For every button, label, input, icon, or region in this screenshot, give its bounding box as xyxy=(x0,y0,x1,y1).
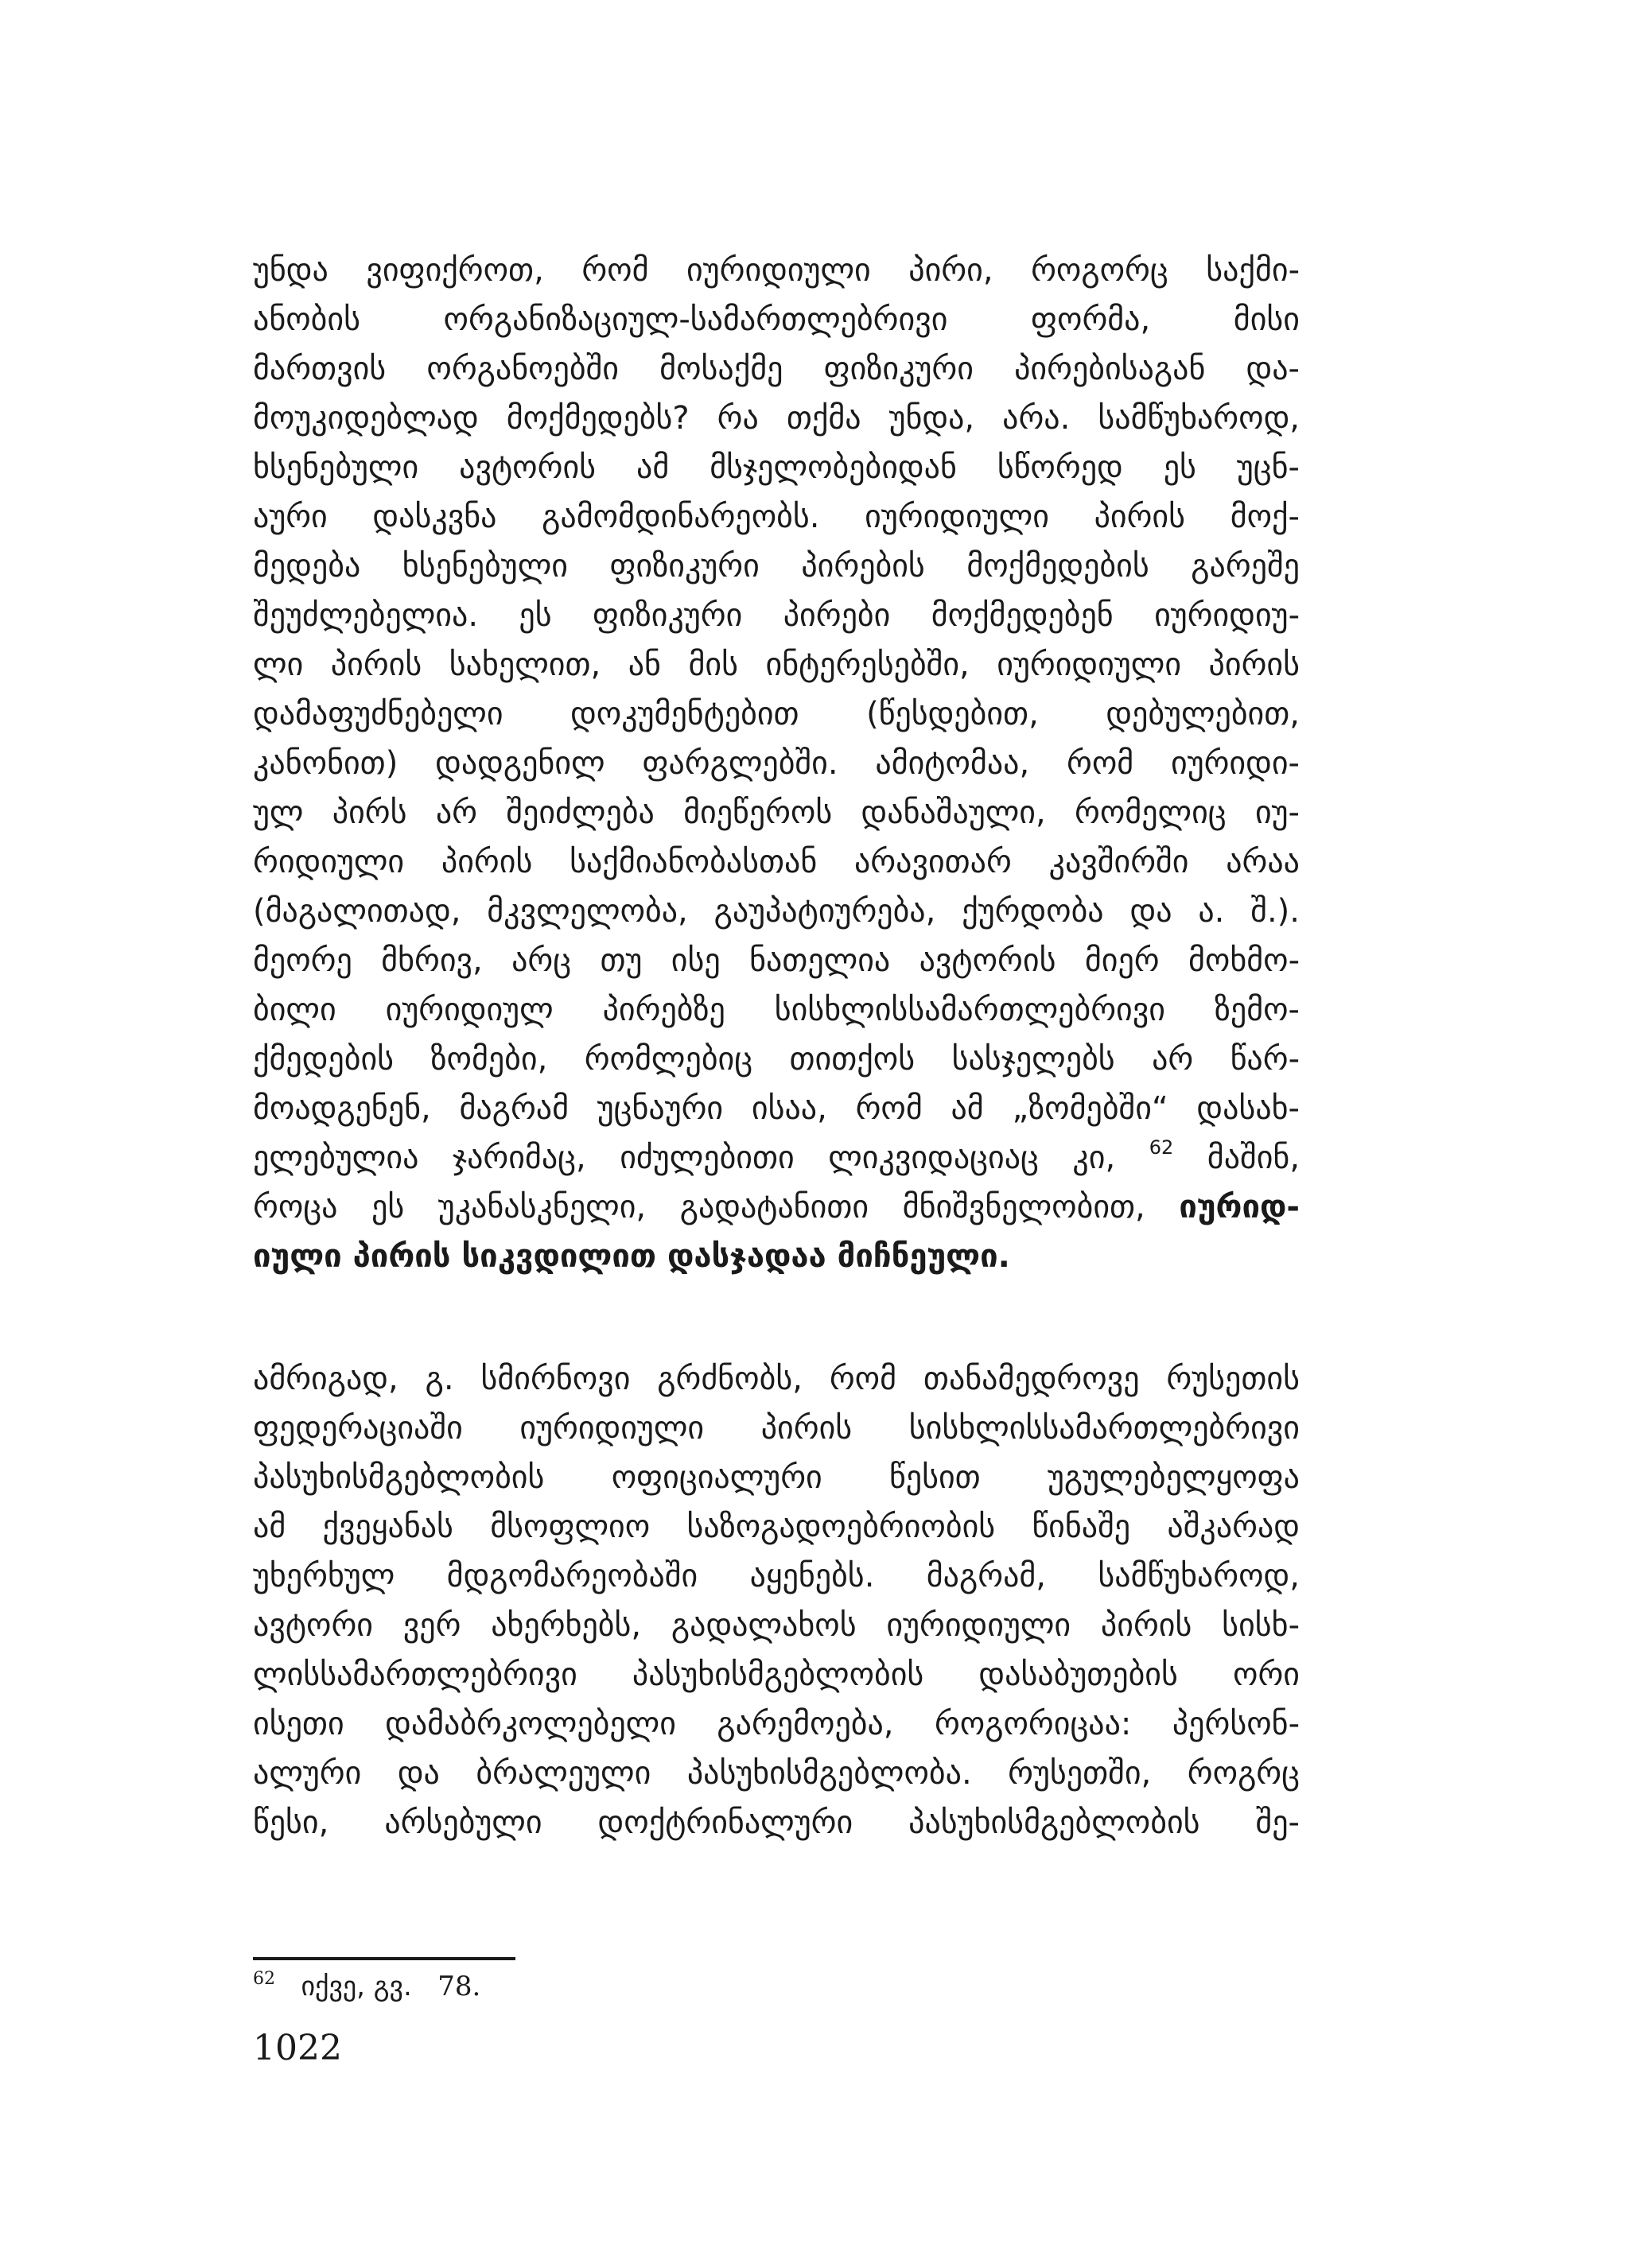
text-line: მოუკიდებლად მოქმედებს? რა თქმა უნდა, არა. სამწუხაროდ, xyxy=(253,400,1300,437)
text-line: მეორე მხრივ, არც თუ ისე ნათელია ავტორის მიერ მოხმო- xyxy=(253,942,1300,979)
text-line: ამ ქვეყანას მსოფლიო საზოგადოებრიობის წინაშე აშკარად xyxy=(253,1509,1300,1545)
footnote xyxy=(253,1969,480,2004)
text-line: (მაგალითად, მკვლელობა, გაუპატიურება, ქურდობა და ა. შ.). xyxy=(253,893,1300,930)
line-text: მაშინ, xyxy=(1207,1140,1300,1176)
text-line: მედება ხსენებული ფიზიკური პირების მოქმედების გარეშე xyxy=(253,548,1300,584)
page-number: 1022 xyxy=(253,2028,342,2068)
line-text: ელებულია ჯარიმაც, იძულებითი ლიკვიდაციაც კი, xyxy=(253,1140,1116,1176)
bold-text: იურიდ- xyxy=(1179,1189,1300,1225)
footnote-number: 62 xyxy=(253,1969,275,1989)
text-line: უხერხულ მდგომარეობაში აყენებს. მაგრამ, სამწუხაროდ, xyxy=(253,1558,1300,1594)
text-line: ავტორი ვერ ახერხებს, გადალახოს იურიდიული პირის სისხ- xyxy=(253,1607,1300,1644)
text-line: მართვის ორგანოებში მოსაქმე ფიზიკური პირებისაგან და- xyxy=(253,351,1300,387)
text-line: ბილი იურიდიულ პირებზე სისხლისსამართლებრივი ზემო- xyxy=(253,992,1300,1028)
footnote-separator xyxy=(253,1957,515,1960)
text-line: ანობის ორგანიზაციულ-სამართლებრივი ფორმა, მისი xyxy=(253,301,1300,338)
text-line: პასუხისმგებლობის ოფიციალური წესით უგულებელყოფა xyxy=(253,1459,1300,1496)
text-line: ლისსამართლებრივი პასუხისმგებლობის დასაბუთების ორი xyxy=(253,1656,1300,1693)
text-line: დამაფუძნებელი დოკუმენტებით (წესდებით, დებულებით, xyxy=(253,696,1300,732)
text-line: კანონით) დადგენილ ფარგლებში. ამიტომაა, რომ იურიდი- xyxy=(253,745,1300,782)
text-line: ფედერაციაში იურიდიული პირის სისხლისსამართლებრივი xyxy=(253,1410,1300,1447)
text-line: შეუძლებელია. ეს ფიზიკური პირები მოქმედებენ იურიდიუ- xyxy=(253,597,1300,634)
text-line: მოადგენენ, მაგრამ უცნაური ისაა, რომ ამ „ზომებში“ დასახ- xyxy=(253,1090,1300,1127)
text-line: ლი პირის სახელით, ან მის ინტერესებში, იურიდიული პირის xyxy=(253,647,1300,683)
text-line xyxy=(253,1136,1300,1180)
line-text: როცა ეს უკანასკნელი, გადატანითი მნიშვნელობით, xyxy=(253,1189,1145,1225)
footnote-reference: 62 xyxy=(1149,1136,1174,1159)
footnote-text: იქვე, გვ. xyxy=(301,1971,412,2002)
text-line xyxy=(253,1234,1300,1279)
text-line: ისეთი დამაბრკოლებელი გარემოება, როგორიცაა: პერსონ- xyxy=(253,1706,1300,1742)
text-line: ალური და ბრალეული პასუხისმგებლობა. რუსეთში, როგრც xyxy=(253,1755,1300,1792)
text-line: ულ პირს არ შეიძლება მიეწეროს დანაშაული, რომელიც იუ- xyxy=(253,794,1300,831)
footnote-page: 78. xyxy=(437,1971,481,2002)
text-line: ამრიგად, გ. სმირნოვი გრძნობს, რომ თანამედროვე რუსეთის xyxy=(253,1361,1300,1397)
text-line: ხსენებული ავტორის ამ მსჯელობებიდან სწორედ ეს უცნ- xyxy=(253,449,1300,486)
text-line: წესი, არსებული დოქტრინალური პასუხისმგებლობის შე- xyxy=(253,1804,1300,1841)
bold-text: იული პირის სიკვდილით დასჯადაა მიჩნეული. xyxy=(253,1238,1010,1275)
text-line xyxy=(253,1185,1300,1229)
text-line: აური დასკვნა გამომდინარეობს. იურიდიული პირის მოქ- xyxy=(253,499,1300,535)
text-line: ქმედების ზომები, რომლებიც თითქოს სასჯელებს არ წარ- xyxy=(253,1041,1300,1078)
text-line: რიდიული პირის საქმიანობასთან არავითარ კავშირში არაა xyxy=(253,844,1300,880)
text-line: უნდა ვიფიქროთ, რომ იურიდიული პირი, როგორც საქმი- xyxy=(253,252,1300,289)
